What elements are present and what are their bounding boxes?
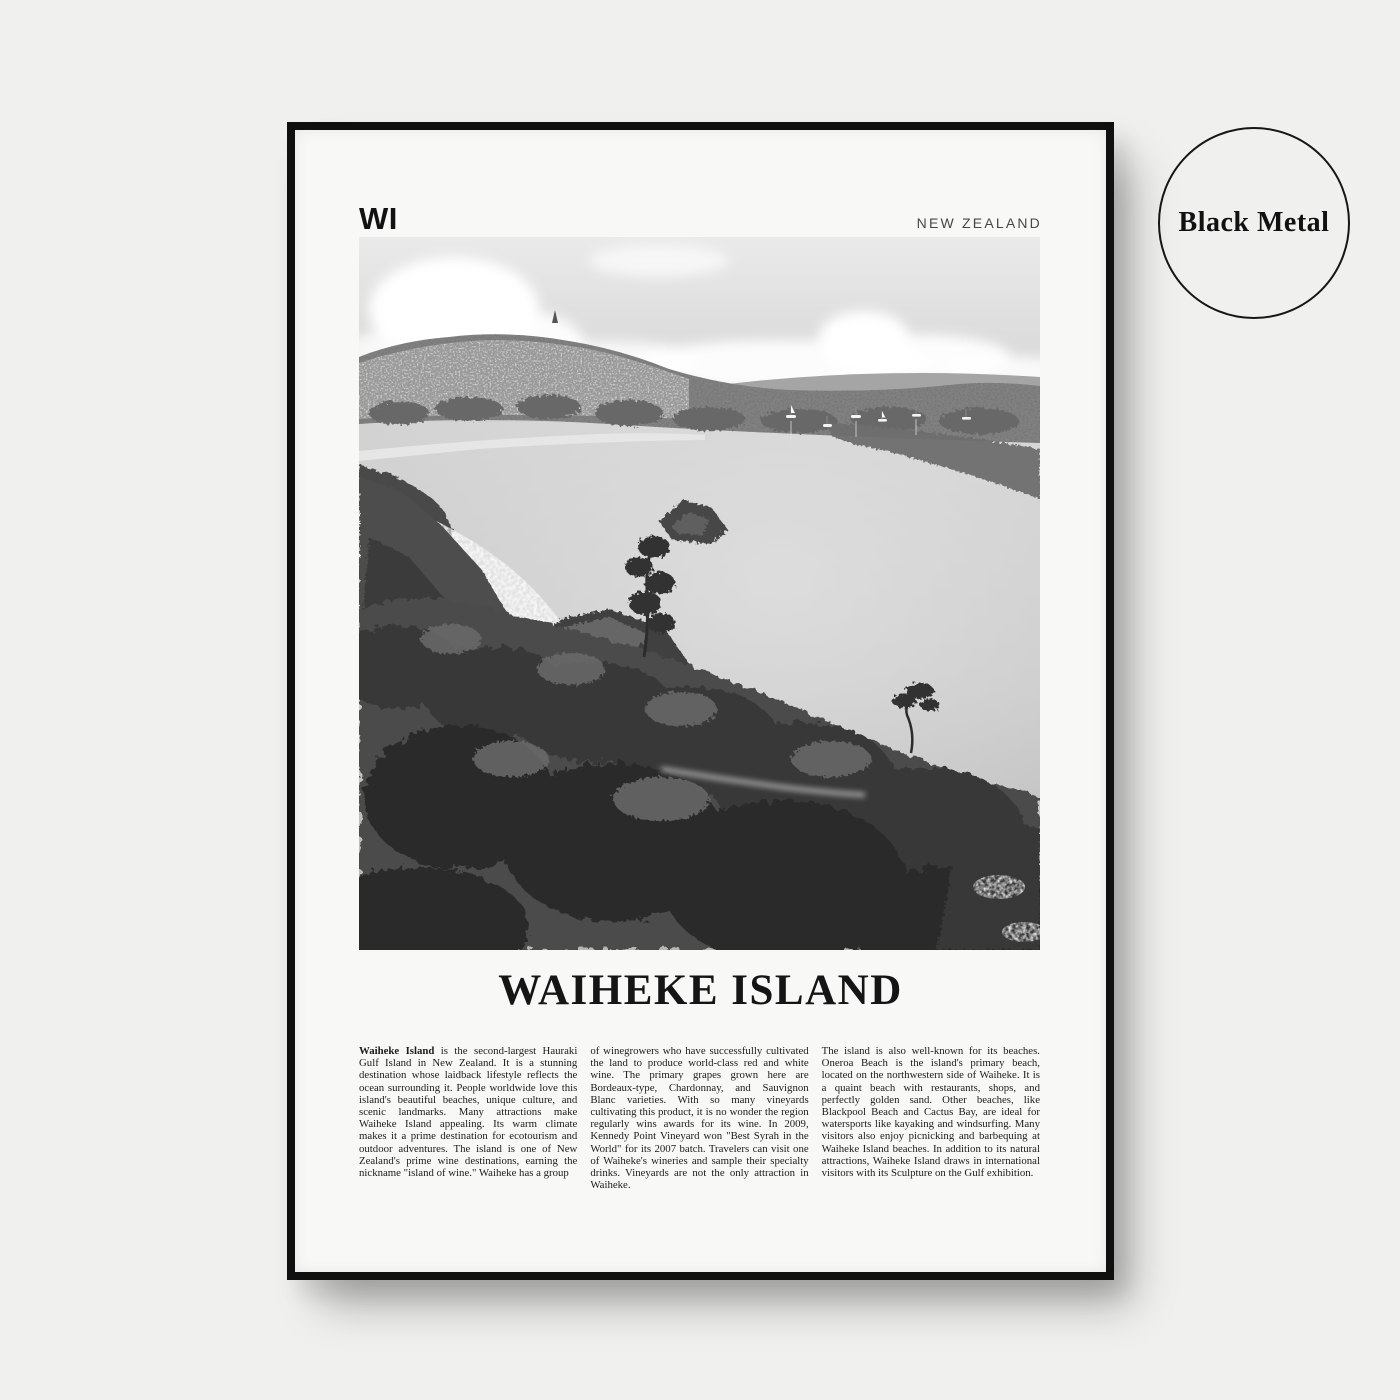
- poster-header: [359, 192, 1042, 234]
- poster-photo: [359, 237, 1040, 950]
- badge-label: Black Metal: [1178, 207, 1330, 238]
- poster-frame: [287, 122, 1114, 1280]
- body-column-3: The island is also well-known for its beaches. Oneroa Beach is the island's primary beach, located on the northwestern side of Waiheke. It is a quaint beach with restaurants, shops, and perfectly golden sand. Other beaches, like Blackpool Beach and Cactus Bay, are ideal for watersports like kayaking and windsurfing. Many visitors also enjoy picnicking and barbequing at Waiheke Island beaches. In addition to its natural attractions, Waiheke Island draws in international visitors with its Sculpture on the Gulf exhibition.: [821, 1045, 1040, 1180]
- body-column-1: [359, 1045, 577, 1191]
- frame-material-badge: [1158, 127, 1350, 319]
- poster-country-label: NEW ZEALAND: [916, 215, 1042, 231]
- waiheke-bay-illustration: [359, 237, 1040, 950]
- poster-body: [359, 1045, 1040, 1191]
- body-lead: Waiheke Island: [359, 1045, 435, 1057]
- body-column-1-text: is the second-largest Hauraki Gulf Island in New Zealand. It is a stunning destination whose laidback lifestyle reflects the ocean surrounding it. People worldwide love this island's beautiful beaches, unique culture, and scenic landmarks. Many attractions make Waiheke Island appealing. Its warm climate makes it a prime destination for ecotourism and outdoor adventures. The island is one of New Zealand's prime wine destinations, earning the nickname "island of wine." Waiheke has a group: [359, 1045, 578, 1180]
- body-column-2: of winegrowers who have successfully cultivated the land to produce world-class red and white wine. The primary grapes grown here are Bordeaux-type, Chardonnay, and Sauvignon Blanc varieties. With so many vineyards cultivating this product, it is no wonder the region regularly wins awards for its wine. In 2009, Kennedy Point Vineyard won "Best Syrah in the World" for its 2007 batch. Travelers can visit one of Waiheke's wineries and sample their specialty drinks. Vineyards are not the only attraction in Waiheke.: [590, 1045, 809, 1192]
- poster: [295, 130, 1106, 1272]
- poster-abbreviation: WI: [359, 201, 398, 236]
- poster-title: WAIHEKE ISLAND: [498, 967, 903, 1014]
